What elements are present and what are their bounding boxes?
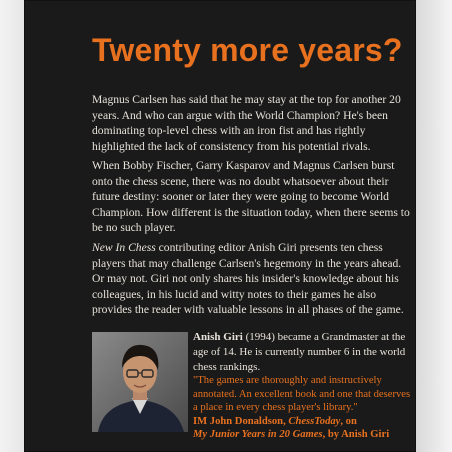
blurb-paragraph-2: When Bobby Fischer, Garry Kasparov and Magnus Carlsen burst onto the chess scene, there was no doubt whatsoever about their future destiny: sooner or later they were going to become World Champion. How different is the situation today, when there seems to be no such player. — [92, 159, 410, 235]
blurb-paragraph-3-text: contributing editor Anish Giri presents ten chess players that may challenge Carlsen's hegemony in the years ahead. Or may not. Giri not only shares his insider's knowledge about his colleagues, in his lucid and witty notes to their games he also provides the reader with valuable lessons in all phases of the game. — [92, 241, 404, 317]
reviewed-book — [193, 428, 415, 442]
author-photo — [92, 332, 188, 432]
blurb-paragraph-1: Magnus Carlsen has said that he may stay at the top for another 20 years. And who can argue with the World Champion? He's been dominating top-level chess with an iron fist and has rightly highlighted the lack of consistency from his potential rivals. — [92, 93, 401, 153]
page-margin-right — [416, 0, 452, 452]
reviewer-name: IM John Donaldson, — [193, 415, 289, 427]
review-quote — [193, 374, 415, 442]
reviewed-book-title: My Junior Years in 20 Games — [193, 429, 323, 441]
author-bio — [193, 330, 411, 374]
review-quote-text: "The games are thoroughly and instructively annotated. An excellent book and one that deserves a place in every chess player's library." — [193, 375, 411, 414]
author-bio-text: (1994) became a Grandmaster at the age of 14. He is currently number 6 in the world chess rankings. — [193, 331, 406, 373]
publication-name: New In Chess — [92, 241, 156, 254]
review-on: , on — [340, 415, 357, 427]
page-margin-left — [0, 0, 24, 452]
review-attribution — [193, 415, 415, 429]
author-portrait-illustration — [92, 332, 188, 432]
review-source: ChessToday — [288, 415, 341, 427]
headline: Twenty more years? — [92, 32, 403, 68]
blurb-paragraph-3 — [92, 240, 410, 318]
reviewed-book-author: , by Anish Giri — [322, 429, 390, 441]
author-name: Anish Giri — [193, 331, 243, 343]
